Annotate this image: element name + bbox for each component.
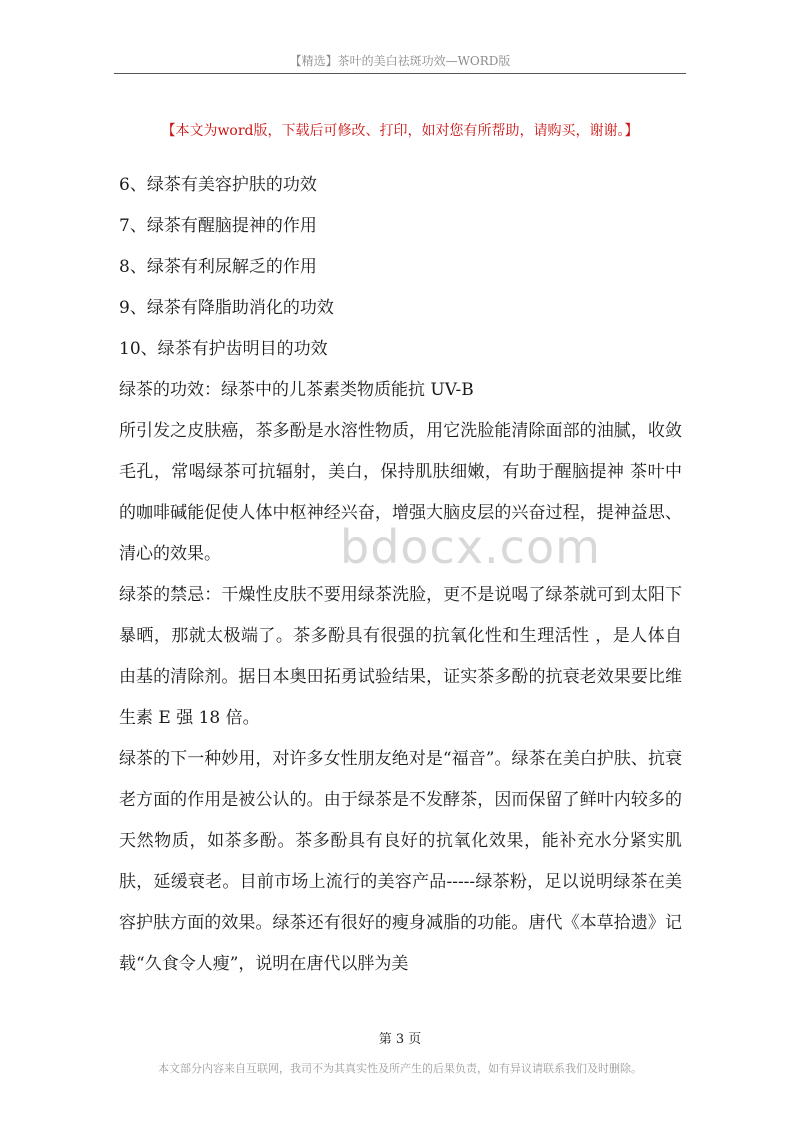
paragraph-cautions: 绿茶的禁忌：干燥性皮肤不要用绿茶洗脸，更不是说喝了绿茶就可到太阳下暴晒，那就太极端了。茶多酚具有很强的抗氧化性和生理活性 ，是人体自由基的清除剂。据日本奥田拓勇试验结果，证实茶多酚的抗衰老效果要比维生素 E 强 18 倍。 (119, 585, 682, 728)
page-number: 第 3 页 (378, 1032, 422, 1047)
paragraph-benefits: 所引发之皮肤癌，茶多酚是水溶性物质，用它洗脸能清除面部的油腻，收敛毛孔，常喝绿茶可抗辐射，美白，保持肌肤细嫩，有助于醒脑提神 茶叶中的咖啡碱能促使人体中枢神经兴奋，增强大脑皮层的兴奋过程，提神益思、清心的效果。 (119, 421, 682, 564)
watermark: bdocx.com (340, 520, 601, 574)
list-item: 8、绿茶有利尿解乏的作用 (119, 257, 317, 277)
list-item: 7、绿茶有醒脑提神的作用 (119, 216, 317, 236)
document-body (119, 165, 682, 985)
paragraph-heading: 绿茶的功效：绿茶中的儿茶素类物质能抗 UV-B (119, 380, 474, 400)
header-divider (114, 73, 686, 74)
list-item: 6、绿茶有美容护肤的功效 (119, 175, 317, 195)
page-header: 【精选】茶叶的美白祛斑功效—WORD版 (289, 54, 511, 68)
purchase-notice: 【本文为word版，下载后可修改、打印，如对您有所帮助，请购买，谢谢。】 (161, 123, 639, 139)
paragraph-beauty-uses: 绿茶的下一种妙用，对许多女性朋友绝对是“福音”。绿茶在美白护肤、抗衰老方面的作用是被公认的。由于绿茶是不发酵茶，因而保留了鲜叶内较多的天然物质，如茶多酚。茶多酚具有良好的抗氧化效果，能补充水分紧实肌肤，延缓衰老。目前市场上流行的美容产品-----绿茶粉，足以说明绿茶在美容护肤方面的效果。绿茶还有很好的瘦身减脂的功能。唐代《本草拾遗》记载“久食令人瘦”，说明在唐代以胖为美 (119, 749, 682, 974)
list-item: 9、绿茶有降脂助消化的功效 (119, 298, 334, 318)
list-item: 10、绿茶有护齿明目的功效 (119, 339, 328, 359)
page-footer: 本文部分内容来自互联网，我司不为其真实性及所产生的后果负责，如有异议请联系我们及时删除。 (158, 1062, 642, 1075)
